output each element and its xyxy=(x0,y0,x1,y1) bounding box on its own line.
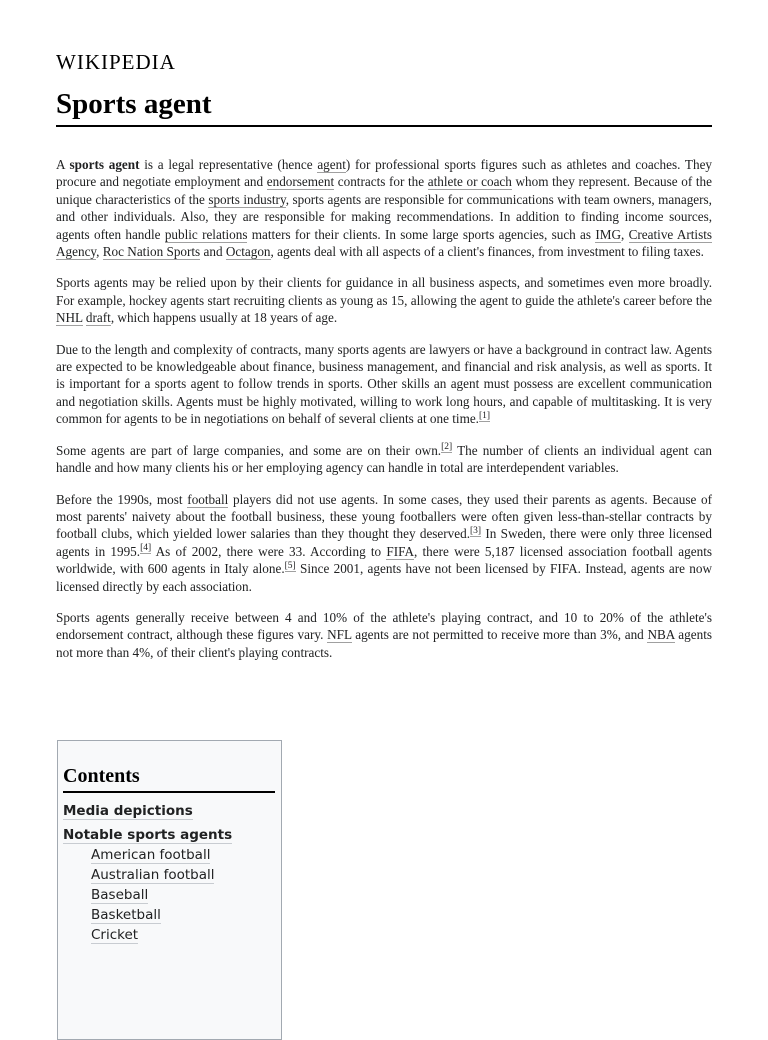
paragraph-fees xyxy=(56,609,712,661)
text: Sports agents may be relied upon by their clients for guidance in all business aspects, and sometimes even more broadly. For example, hockey agents start recruiting clients as young as 15, allowing the agent to guide the athlete's career before the xyxy=(56,275,712,308)
text: Some agents are part of large companies, and some are on their own. xyxy=(56,442,442,458)
toc-subitem-label: Baseball xyxy=(91,887,149,903)
link-football[interactable]: football xyxy=(187,491,229,507)
toc-subitem-australian-football[interactable] xyxy=(63,865,275,885)
text: , sports agents are responsible for communications with team owners, managers, and other individuals. Also, they are responsible for making recommendations. In addition to finding income sources, agents often handle xyxy=(56,191,712,242)
link-nba[interactable]: NBA xyxy=(647,627,675,643)
paragraph-intro xyxy=(56,156,712,260)
citation-4[interactable]: [4] xyxy=(140,543,152,554)
toc-item-label: Notable sports agents xyxy=(63,827,233,843)
link-sports-industry[interactable]: sports industry xyxy=(208,191,286,207)
toc-subitem-label: Cricket xyxy=(91,927,139,943)
toc-subitem-label: Australian football xyxy=(91,867,215,883)
article-body xyxy=(56,156,712,675)
text: Before the 1990s, most xyxy=(56,491,188,507)
toc-title: Contents xyxy=(63,763,275,793)
text: , xyxy=(621,226,629,242)
citation-2[interactable]: [2] xyxy=(441,442,453,453)
text: Sports agents generally receive between 4 and 10% of the athlete's playing contract, and 10 to 20% of the athlete's endorsement contract, although these figures vary. xyxy=(56,609,712,643)
text: The number of clients an individual agent can handle and how many clients his or her employing agency can handle in total are interdependent variables. xyxy=(56,442,712,476)
citation-5[interactable]: [5] xyxy=(284,560,296,571)
toc-item-media-depictions[interactable] xyxy=(63,801,275,821)
text: Since 2001, agents have not been licensed by FIFA. Instead, agents are now licensed directly by each association. xyxy=(56,561,712,594)
link-octagon[interactable]: Octagon xyxy=(225,244,271,260)
text: contracts for the xyxy=(334,174,428,190)
text: As of 2002, there were 33. According to xyxy=(151,543,387,559)
toc-subitem-basketball[interactable] xyxy=(63,905,275,925)
link-creative-artists-agency[interactable]: Creative Artists Agency xyxy=(56,226,712,260)
text: is a legal representative (hence xyxy=(139,157,318,172)
citation-1[interactable]: [1] xyxy=(478,410,491,421)
text: A xyxy=(56,157,70,172)
link-fifa[interactable]: FIFA xyxy=(386,543,414,559)
text: Due to the length and complexity of contracts, many sports agents are lawyers or have a background in contract law. Agents are expected to be knowledgeable about finance, business management, and financial and risk analysis, as well as sports. It is important for a sports agent to follow trends in sports. Other skills an agent must possess are excellent communication and negotiation skills. Agents must be highly motivated, willing to work long hours, and capable of multitasking. It is very common for agents to be in negotiations on behalf of several clients at one time. xyxy=(56,341,712,427)
link-roc-nation-sports[interactable]: Roc Nation Sports xyxy=(102,244,201,260)
link-img[interactable]: IMG xyxy=(595,226,621,242)
paragraph-football xyxy=(56,491,712,595)
link-athlete-or-coach[interactable]: athlete or coach xyxy=(427,174,512,190)
wikipedia-wordmark[interactable]: WIKIPEDIA xyxy=(56,50,176,74)
toc-subitem-label: Basketball xyxy=(91,907,161,923)
link-nhl[interactable]: NHL xyxy=(56,310,83,326)
text: and xyxy=(200,244,226,260)
text: In Sweden, there were only three licensed agents in 1995. xyxy=(56,526,712,559)
toc-item-label: Media depictions xyxy=(63,803,193,819)
text: agents are not permitted to receive more than 3%, and xyxy=(351,627,648,643)
toc-subitem-cricket[interactable] xyxy=(63,925,275,945)
paragraph-companies xyxy=(56,442,712,477)
text: agents not more than 4%, of their client's playing contracts. xyxy=(56,627,712,660)
text: whom they represent. Because of the unique characteristics of the xyxy=(56,174,712,207)
text: players did not use agents. In some cases, they used their parents as agents. Because of most parents' naivety about the football business, these young footballers were often given less-than-stellar contracts by football clubs, which yielded lower salaries than they thought they deserved. xyxy=(56,491,713,542)
bold-term: sports agent xyxy=(69,157,140,172)
paragraph-guidance xyxy=(56,274,712,326)
link-public-relations[interactable]: public relations xyxy=(164,226,248,242)
toc-subitem-label: American football xyxy=(91,847,211,863)
text: matters for their clients. In some large sports agencies, such as xyxy=(247,226,596,242)
link-agent[interactable]: agent xyxy=(317,157,346,172)
link-nfl[interactable]: NFL xyxy=(327,627,352,643)
toc-subitem-american-football[interactable] xyxy=(63,845,275,865)
table-of-contents xyxy=(57,740,282,1040)
text: , agents deal with all aspects of a client's finances, from investment to filing taxes. xyxy=(270,244,704,260)
toc-item-notable-sports-agents[interactable] xyxy=(63,825,275,845)
citation-3[interactable]: [3] xyxy=(470,525,482,536)
text: , xyxy=(96,244,103,260)
text: ) for professional sports figures such as athletes and coaches. They procure and negotiate employment and xyxy=(56,157,713,190)
link-draft[interactable]: draft xyxy=(85,310,111,326)
toc-subitem-baseball[interactable] xyxy=(63,885,275,905)
text: , which happens usually at 18 years of age. xyxy=(110,310,338,326)
link-endorsement[interactable]: endorsement xyxy=(266,174,335,190)
paragraph-skills xyxy=(56,341,712,428)
text: , there were 5,187 licensed association football agents worldwide, with 600 agents in Italy alone. xyxy=(56,543,712,577)
page-title: Sports agent xyxy=(56,86,712,127)
